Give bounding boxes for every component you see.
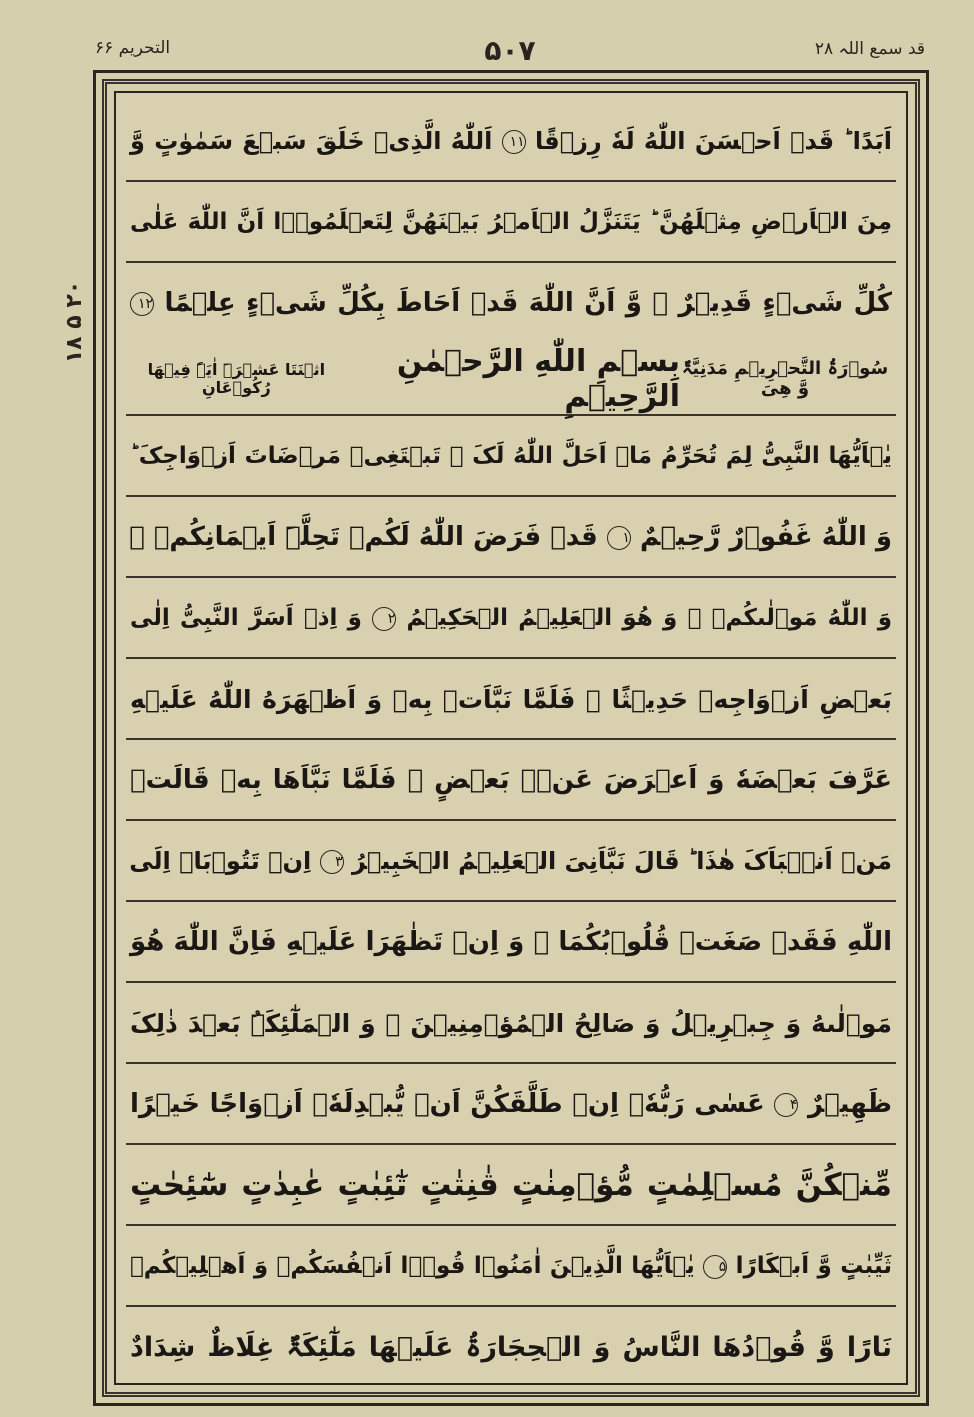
line-text: ثَیِّبٰتٍ وَّ اَبۡکَارًا: [735, 1253, 892, 1279]
surah-heading: [126, 344, 896, 416]
ayah-number: ۱۱: [502, 130, 526, 154]
line-text: مَوۡلٰىهُ وَ جِبۡرِیۡلُ وَ صَالِحُ الۡمُؤۡمِنِیۡنَ ۚ وَ الۡمَلٰٓئِکَۃُ بَعۡدَ ذٰلِکَ: [130, 1009, 892, 1038]
line-text: نَارًا وَّ قُوۡدُهَا النَّاسُ وَ الۡحِجَارَۃُ عَلَیۡهَا مَلٰٓئِکَۃٌ غِلَاظٌ شِدَادٌ: [130, 1332, 892, 1363]
bismillah: بِسۡمِ اللّٰهِ الرَّحۡمٰنِ الرَّحِیۡمِ: [396, 344, 680, 414]
text-line: [126, 1226, 896, 1307]
surah-info: اثۡنَتَا عَشۡرَۃَ اٰیَۃً فِیۡهَا رُکُوۡعَانِ: [147, 360, 326, 397]
text-lines: [126, 101, 896, 1379]
text-line: [126, 1064, 896, 1145]
line-text: ظَهِیۡرٌ: [807, 1089, 892, 1119]
line-text: یٰۤاَیُّهَا النَّبِیُّ لِمَ تُحَرِّمُ مَاۤ اَحَلَّ اللّٰهُ لَکَ ۚ تَبۡتَغِیۡ مَرۡضَاتَ اَزۡوَاجِکَ ؕ: [130, 443, 892, 469]
surah-title: التحریم ۶۶: [95, 38, 171, 58]
text-line: [126, 578, 896, 659]
ayah-number: ۴: [774, 1093, 798, 1117]
line-text: اللّٰهِ فَقَدۡ صَغَتۡ قُلُوۡبُکُمَا ۚ وَ اِنۡ تَظٰهَرَا عَلَیۡهِ فَاِنَّ اللّٰهَ هُوَ: [130, 927, 892, 957]
surah-name: سُوۡرَۃُ التَّحۡرِیۡمِ مَدَنِیَّۃٌ وَّ هِیَ: [681, 358, 889, 399]
text-line: [126, 821, 896, 902]
line-text: بَعۡضِ اَزۡوَاجِهٖ حَدِیۡثًا ۚ فَلَمَّا نَبَّاَتۡ بِهٖ وَ اَظۡهَرَهُ اللّٰهُ عَلَیۡهِ: [130, 685, 892, 714]
ayah-number: ۵: [703, 1255, 727, 1279]
line-text-continued: وَ اِذۡ اَسَرَّ النَّبِیُّ اِلٰی: [130, 605, 362, 631]
line-text: وَ اللّٰهُ غَفُوۡرٌ رَّحِیۡمٌ: [639, 522, 892, 552]
line-text: عَرَّفَ بَعۡضَهٗ وَ اَعۡرَضَ عَنۡۢ بَعۡضٍ ۚ فَلَمَّا نَبَّاَهَا بِهٖ قَالَتۡ: [130, 765, 892, 795]
text-line: [126, 902, 896, 983]
line-text-continued: اِنۡ تَتُوۡبَاۤ اِلَی: [129, 847, 312, 875]
text-line: [126, 182, 896, 263]
line-text: کُلِّ شَیۡءٍ قَدِیۡرٌ ۙ وَّ اَنَّ اللّٰهَ قَدۡ اَحَاطَ بِکُلِّ شَیۡءٍ عِلۡمًا: [164, 288, 892, 318]
text-line: [126, 263, 896, 344]
ayah-number: ۲: [372, 607, 396, 631]
ruku-marker: [60, 262, 90, 382]
ayah-number: ۳: [320, 850, 344, 874]
line-text-continued: اَللّٰهُ الَّذِیۡ خَلَقَ سَبۡعَ سَمٰوٰتٍ وَّ: [130, 127, 493, 155]
juz-title: قد سمع اللہ ۲۸: [814, 39, 925, 59]
line-text-continued: قَدۡ فَرَضَ اللّٰهُ لَکُمۡ تَحِلَّۃَ اَیۡمَانِکُمۡ ۚ: [129, 522, 598, 552]
text-line: [126, 983, 896, 1064]
text-line: [126, 1145, 896, 1226]
line-text: مَنۡ اَنۡۢبَاَکَ هٰذَا ؕ قَالَ نَبَّاَنِیَ الۡعَلِیۡمُ الۡخَبِیۡرُ: [351, 847, 892, 875]
ayah-number: ۱: [607, 526, 631, 550]
line-text: مِنَ الۡاَرۡضِ مِثۡلَهُنَّ ؕ یَتَنَزَّلُ الۡاَمۡرُ بَیۡنَهُنَّ لِتَعۡلَمُوۡۤا اَنَّ اللّٰهَ عَلٰی: [130, 209, 892, 235]
text-panel: [114, 91, 908, 1385]
text-line: [126, 416, 896, 497]
page-header: [95, 34, 925, 68]
line-text-continued: عَسٰی رَبُّهٗۤ اِنۡ طَلَّقَکُنَّ اَنۡ یُّبۡدِلَهٗۤ اَزۡوَاجًا خَیۡرًا: [130, 1089, 765, 1119]
page-number: ۵۰۷: [484, 34, 536, 67]
page-frame: [93, 70, 929, 1406]
ayah-number: ۱۲: [130, 292, 154, 316]
ruku-marker-text: ۲۰ ۵ ۱۸: [62, 280, 87, 364]
line-text: وَ اللّٰهُ مَوۡلٰىکُمۡ ۚ وَ هُوَ الۡعَلِیۡمُ الۡحَکِیۡمُ: [406, 605, 893, 631]
line-text: اَبَدًا ؕ قَدۡ اَحۡسَنَ اللّٰهُ لَهٗ رِزۡقًا: [534, 127, 892, 155]
text-line: [126, 497, 896, 578]
line-text-continued: یٰۤاَیُّهَا الَّذِیۡنَ اٰمَنُوۡا قُوۡۤا اَنۡفُسَکُمۡ وَ اَهۡلِیۡکُمۡ: [130, 1253, 695, 1279]
text-line: [126, 740, 896, 821]
text-line: [126, 1307, 896, 1388]
text-line: [126, 659, 896, 740]
text-line: [126, 101, 896, 182]
line-text: مِّنۡکُنَّ مُسۡلِمٰتٍ مُّؤۡمِنٰتٍ قٰنِتٰتٍ تٰٓئِبٰتٍ عٰبِدٰتٍ سٰٓئِحٰتٍ: [130, 1167, 892, 1203]
